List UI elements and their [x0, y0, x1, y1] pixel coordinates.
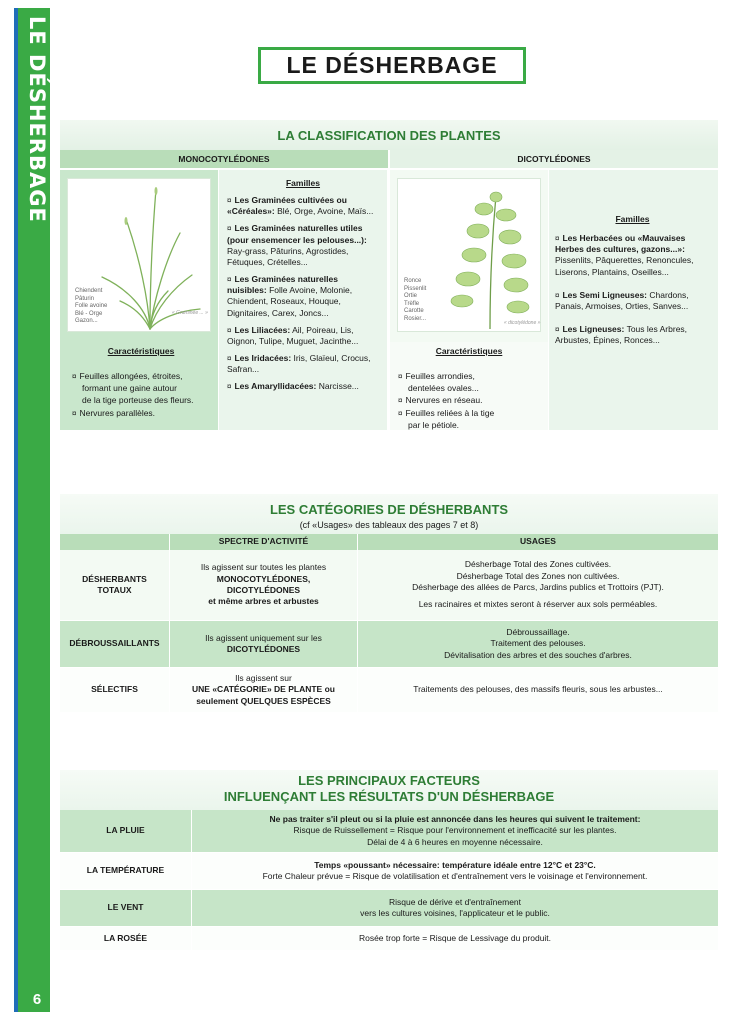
- table-row: [60, 890, 718, 926]
- di-characteristics-title: Caractéristiques: [435, 346, 503, 356]
- family-item: ¤ Les Iridacées: Iris, Glaïeul, Crocus, Safran...: [227, 352, 371, 375]
- di-header: DICOTYLÉDONES: [390, 150, 718, 168]
- classification-title: LA CLASSIFICATION DES PLANTES: [277, 128, 501, 143]
- mono-plant-labels: Chiendent Pâturin Folle avoine Blé - Orge Gazon...: [75, 288, 108, 324]
- table-row: [60, 927, 718, 950]
- row-usages: Désherbage Total des Zones cultivées. Désherbage Total des Zones non cultivées. Désherbage des allées de Parcs, Jardins publics et Trottoirs (PJT). Les racinaires et mixtes seront à réserver aux sols perméables.: [358, 550, 718, 620]
- di-plant-labels: Ronce Pissenlit Ortie Trèfle Carotte Rosier...: [404, 278, 427, 322]
- side-label: LE DÉSHERBAGE: [25, 16, 49, 223]
- table-header-cell: SPECTRE D'ACTIVITÉ: [170, 534, 358, 550]
- table-row: [60, 853, 718, 889]
- mono-char-line: ¤ Nervures parallèles.: [72, 407, 156, 418]
- factor-text: Ne pas traiter s'il pleut ou si la pluie est annoncée dans les heures qui suivent le traitement: Risque de Ruissellement = Risque pour l'environnement et inefficacité sur les plantes. Délai de 4 à 6 heures en moyenne nécessaire.: [192, 810, 718, 852]
- mono-char-line: de la tige porteuse des fleurs.: [82, 395, 194, 406]
- factor-text: Rosée trop forte = Risque de Lessivage du produit.: [192, 927, 718, 950]
- mono-header: MONOCOTYLÉDONES: [60, 150, 388, 168]
- factor-text: Risque de dérive et d'entraînement vers les cultures voisines, l'applicateur et le public.: [192, 890, 718, 926]
- mono-characteristics-title: Caractéristiques: [107, 346, 175, 356]
- table-row: [60, 668, 718, 712]
- factor-name: LA TEMPÉRATURE: [60, 853, 192, 889]
- di-families-title: Familles: [615, 214, 650, 224]
- table-header-row: [60, 534, 718, 550]
- family-item: ¤ Les Herbacées ou «Mauvaises Herbes des cultures, gazons...»: Pissenlits, Pâquerettes, Renoncules, Liserons, Plantains, Oseilles...: [555, 233, 694, 277]
- mono-families-title: Familles: [285, 178, 321, 188]
- table-row: [60, 550, 718, 620]
- mono-characteristics: [60, 342, 218, 430]
- row-name: DÉSHERBANTS TOTAUX: [60, 550, 170, 620]
- di-char-line: ¤ Feuilles arrondies,: [398, 371, 475, 382]
- factor-name: LA ROSÉE: [60, 927, 192, 950]
- row-spectrum: Ils agissent sur toutes les plantes MONOCOTYLÉDONES, DICOTYLÉDONES et même arbres et arbustes: [170, 550, 358, 620]
- di-plant-caption: « dicotylédone »: [504, 320, 541, 326]
- row-spectrum: Ils agissent sur UNE «CATÉGORIE» DE PLANTE ou seulement QUELQUES ESPÈCES: [170, 668, 358, 712]
- di-char-line: par le pétiole.: [408, 420, 460, 431]
- factors-title: LES PRINCIPAUX FACTEURS INFLUENÇANT LES RÉSULTATS D'UN DÉSHERBAGE: [223, 773, 555, 805]
- row-name: SÉLECTIFS: [60, 668, 170, 712]
- table-row: [60, 621, 718, 667]
- side-band: [14, 8, 50, 1012]
- di-char-line: ¤ Nervures en réseau.: [398, 395, 483, 406]
- family-item: ¤ Les Liliacées: Ail, Poireau, Lis, Oignon, Tulipe, Muguet, Jacinthe...: [227, 324, 359, 346]
- mono-char-line: formant une gaine autour: [82, 383, 177, 394]
- family-item: ¤ Les Graminées cultivées ou «Céréales»: Blé, Orge, Avoine, Maïs...: [227, 195, 374, 217]
- family-item: ¤ Les Amaryllidacées: Narcisse...: [227, 381, 359, 392]
- table-header-cell: USAGES: [358, 534, 718, 550]
- mono-families: [219, 170, 387, 430]
- family-item: ¤ Les Graminées naturelles nuisibles: Folle Avoine, Molonie, Chiendent, Roseaux, Houque, Dignitaires, Carex, Joncs...: [227, 274, 353, 318]
- categories-subtitle: (cf «Usages» des tableaux des pages 7 et 8): [299, 520, 479, 530]
- factors-table: [60, 810, 718, 950]
- categories-table: [60, 534, 718, 712]
- page-title: LE DÉSHERBAGE: [258, 47, 526, 84]
- page-number: 6: [32, 991, 42, 1008]
- row-usages: Débroussaillage. Traitement des pelouses. Dévitalisation des arbres et des souches d'arbres.: [358, 621, 718, 667]
- table-row: [60, 810, 718, 852]
- factor-name: LE VENT: [60, 890, 192, 926]
- di-families: [549, 170, 718, 430]
- row-name: DÉBROUSSAILLANTS: [60, 621, 170, 667]
- categories-title: LES CATÉGORIES DE DÉSHERBANTS: [269, 502, 509, 517]
- factor-text: Temps «poussant» nécessaire: température idéale entre 12°C et 23°C. Forte Chaleur prévue = Risque de volatilisation et d'entraînement vers le voisinage et l'environnement.: [192, 853, 718, 889]
- family-item: ¤ Les Ligneuses: Tous les Arbres, Arbustes, Épines, Ronces...: [555, 324, 688, 346]
- mono-plant-caption: « Graminée ... »: [172, 310, 208, 316]
- di-characteristics: [390, 342, 548, 430]
- mono-char-line: ¤ Feuilles allongées, étroites,: [72, 371, 183, 382]
- family-item: ¤ Les Semi Ligneuses: Chardons, Panais, Armoises, Orties, Sanves...: [555, 289, 689, 311]
- factor-name: LA PLUIE: [60, 810, 192, 852]
- family-item: ¤ Les Graminées naturelles utiles (pour ensemencer les pelouses...): Ray-grass, Pâturins, Agrostides, Fétuques, Crételles...: [227, 223, 367, 267]
- row-usages: Traitements des pelouses, des massifs fleuris, sous les arbustes...: [358, 668, 718, 712]
- row-spectrum: Ils agissent uniquement sur les DICOTYLÉDONES: [170, 621, 358, 667]
- table-header-cell: [60, 534, 170, 550]
- di-char-line: ¤ Feuilles reliées à la tige: [398, 407, 495, 418]
- di-char-line: dentelées ovales...: [408, 383, 479, 394]
